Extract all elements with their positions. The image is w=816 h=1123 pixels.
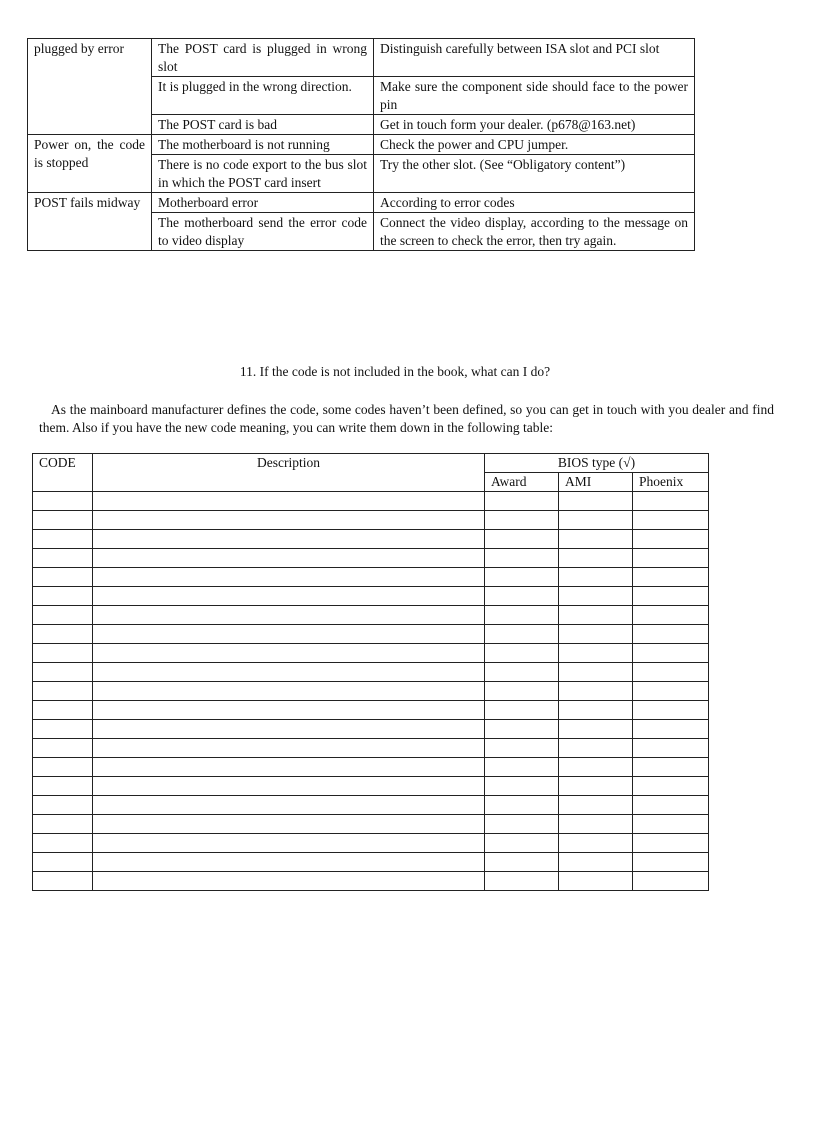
ami-cell	[559, 739, 633, 758]
code-cell	[33, 853, 93, 872]
award-cell	[485, 777, 559, 796]
ami-cell	[559, 853, 633, 872]
table-row	[33, 587, 709, 606]
code-cell	[33, 815, 93, 834]
ami-cell	[559, 606, 633, 625]
code-cell	[33, 872, 93, 891]
phoenix-cell	[633, 739, 709, 758]
description-cell	[93, 568, 485, 587]
award-cell	[485, 549, 559, 568]
description-cell	[93, 549, 485, 568]
code-cell	[33, 758, 93, 777]
phoenix-cell	[633, 720, 709, 739]
phoenix-cell	[633, 625, 709, 644]
phoenix-header: Phoenix	[633, 473, 709, 492]
award-cell	[485, 815, 559, 834]
problem-cell: Power on, the code is stopped	[28, 135, 152, 193]
ami-cell	[559, 644, 633, 663]
description-cell	[93, 625, 485, 644]
code-cell	[33, 568, 93, 587]
ami-cell	[559, 682, 633, 701]
description-cell	[93, 872, 485, 891]
code-cell	[33, 834, 93, 853]
cause-cell: The motherboard is not running	[152, 135, 374, 155]
phoenix-cell	[633, 568, 709, 587]
code-table-body	[33, 492, 709, 891]
phoenix-cell	[633, 530, 709, 549]
description-cell	[93, 853, 485, 872]
phoenix-cell	[633, 682, 709, 701]
table-row	[28, 39, 695, 77]
ami-cell	[559, 834, 633, 853]
table-row	[33, 701, 709, 720]
code-cell	[33, 796, 93, 815]
ami-cell	[559, 777, 633, 796]
code-cell	[33, 606, 93, 625]
ami-cell	[559, 530, 633, 549]
ami-cell	[559, 872, 633, 891]
description-cell	[93, 587, 485, 606]
award-cell	[485, 587, 559, 606]
solution-cell: Connect the video display, according to the message on the screen to check the error, then try again.	[374, 213, 695, 251]
table-row	[33, 644, 709, 663]
ami-cell	[559, 511, 633, 530]
description-cell	[93, 777, 485, 796]
code-cell	[33, 739, 93, 758]
table-row	[33, 568, 709, 587]
description-cell	[93, 644, 485, 663]
ami-cell	[559, 815, 633, 834]
description-cell	[93, 682, 485, 701]
award-cell	[485, 872, 559, 891]
code-cell	[33, 549, 93, 568]
award-cell	[485, 530, 559, 549]
code-cell	[33, 663, 93, 682]
award-cell	[485, 796, 559, 815]
phoenix-cell	[633, 777, 709, 796]
phoenix-cell	[633, 758, 709, 777]
description-cell	[93, 720, 485, 739]
cause-cell: Motherboard error	[152, 193, 374, 213]
table-row	[28, 193, 695, 213]
table-row	[33, 606, 709, 625]
ami-cell	[559, 701, 633, 720]
phoenix-cell	[633, 872, 709, 891]
award-cell	[485, 511, 559, 530]
table-row	[33, 834, 709, 853]
code-cell	[33, 530, 93, 549]
award-cell	[485, 834, 559, 853]
award-cell	[485, 625, 559, 644]
faq-paragraph: As the mainboard manufacturer defines the code, some codes haven’t been defined, so you can get in touch with you dealer and find them. Also if you have the new code meaning, you can write them down in the following table:	[39, 402, 774, 435]
code-cell	[33, 625, 93, 644]
ami-cell	[559, 549, 633, 568]
ami-cell	[559, 720, 633, 739]
phoenix-cell	[633, 606, 709, 625]
solution-cell: Get in touch form your dealer. (p678@163.net)	[374, 115, 695, 135]
phoenix-cell	[633, 644, 709, 663]
award-cell	[485, 682, 559, 701]
phoenix-cell	[633, 815, 709, 834]
code-cell	[33, 511, 93, 530]
ami-cell	[559, 663, 633, 682]
ami-cell	[559, 796, 633, 815]
table-row	[33, 549, 709, 568]
award-cell	[485, 606, 559, 625]
code-cell	[33, 587, 93, 606]
award-cell	[485, 758, 559, 777]
solution-cell: Make sure the component side should face to the power pin	[374, 77, 695, 115]
table-row	[33, 853, 709, 872]
header-row	[33, 454, 709, 473]
solution-cell: Check the power and CPU jumper.	[374, 135, 695, 155]
table-row	[33, 872, 709, 891]
ami-cell	[559, 568, 633, 587]
description-cell	[93, 834, 485, 853]
cause-cell: The motherboard send the error code to video display	[152, 213, 374, 251]
solution-cell: According to error codes	[374, 193, 695, 213]
cause-cell: There is no code export to the bus slot in which the POST card insert	[152, 155, 374, 193]
cause-cell: The POST card is plugged in wrong slot	[152, 39, 374, 77]
phoenix-cell	[633, 587, 709, 606]
description-cell	[93, 663, 485, 682]
award-header: Award	[485, 473, 559, 492]
description-cell	[93, 492, 485, 511]
table-row	[33, 492, 709, 511]
table-row	[33, 739, 709, 758]
award-cell	[485, 739, 559, 758]
ami-cell	[559, 587, 633, 606]
description-cell	[93, 796, 485, 815]
table-row	[33, 511, 709, 530]
phoenix-cell	[633, 511, 709, 530]
award-cell	[485, 663, 559, 682]
table-row	[33, 720, 709, 739]
award-cell	[485, 644, 559, 663]
description-cell	[93, 758, 485, 777]
phoenix-cell	[633, 549, 709, 568]
phoenix-cell	[633, 853, 709, 872]
award-cell	[485, 853, 559, 872]
table-row	[33, 777, 709, 796]
award-cell	[485, 720, 559, 739]
description-cell	[93, 739, 485, 758]
table-row	[33, 796, 709, 815]
description-cell	[93, 701, 485, 720]
table-row	[28, 135, 695, 155]
code-cell	[33, 682, 93, 701]
code-cell	[33, 492, 93, 511]
description-header: Description	[93, 454, 485, 492]
table-row	[33, 682, 709, 701]
table-row	[33, 663, 709, 682]
code-cell	[33, 777, 93, 796]
phoenix-cell	[633, 834, 709, 853]
code-header: CODE	[33, 454, 93, 492]
phoenix-cell	[633, 796, 709, 815]
award-cell	[485, 701, 559, 720]
code-record-table	[32, 453, 709, 891]
phoenix-cell	[633, 492, 709, 511]
description-cell	[93, 606, 485, 625]
ami-cell	[559, 758, 633, 777]
phoenix-cell	[633, 663, 709, 682]
ami-cell	[559, 492, 633, 511]
problem-cell: POST fails midway	[28, 193, 152, 251]
table-row	[33, 530, 709, 549]
solution-cell: Try the other slot. (See “Obligatory content”)	[374, 155, 695, 193]
solution-cell: Distinguish carefully between ISA slot and PCI slot	[374, 39, 695, 77]
ami-cell	[559, 625, 633, 644]
table-row	[33, 815, 709, 834]
cause-cell: The POST card is bad	[152, 115, 374, 135]
code-cell	[33, 701, 93, 720]
table-row	[33, 758, 709, 777]
award-cell	[485, 492, 559, 511]
description-cell	[93, 815, 485, 834]
table-row	[33, 625, 709, 644]
description-cell	[93, 511, 485, 530]
award-cell	[485, 568, 559, 587]
bios-type-header: BIOS type (√)	[485, 454, 709, 473]
code-cell	[33, 720, 93, 739]
faq-heading: 11. If the code is not included in the book, what can I do?	[239, 364, 551, 379]
phoenix-cell	[633, 701, 709, 720]
ami-header: AMI	[559, 473, 633, 492]
cause-cell: It is plugged in the wrong direction.	[152, 77, 374, 115]
problem-cell: plugged by error	[28, 39, 152, 135]
code-cell	[33, 644, 93, 663]
description-cell	[93, 530, 485, 549]
troubleshooting-table	[27, 38, 695, 251]
